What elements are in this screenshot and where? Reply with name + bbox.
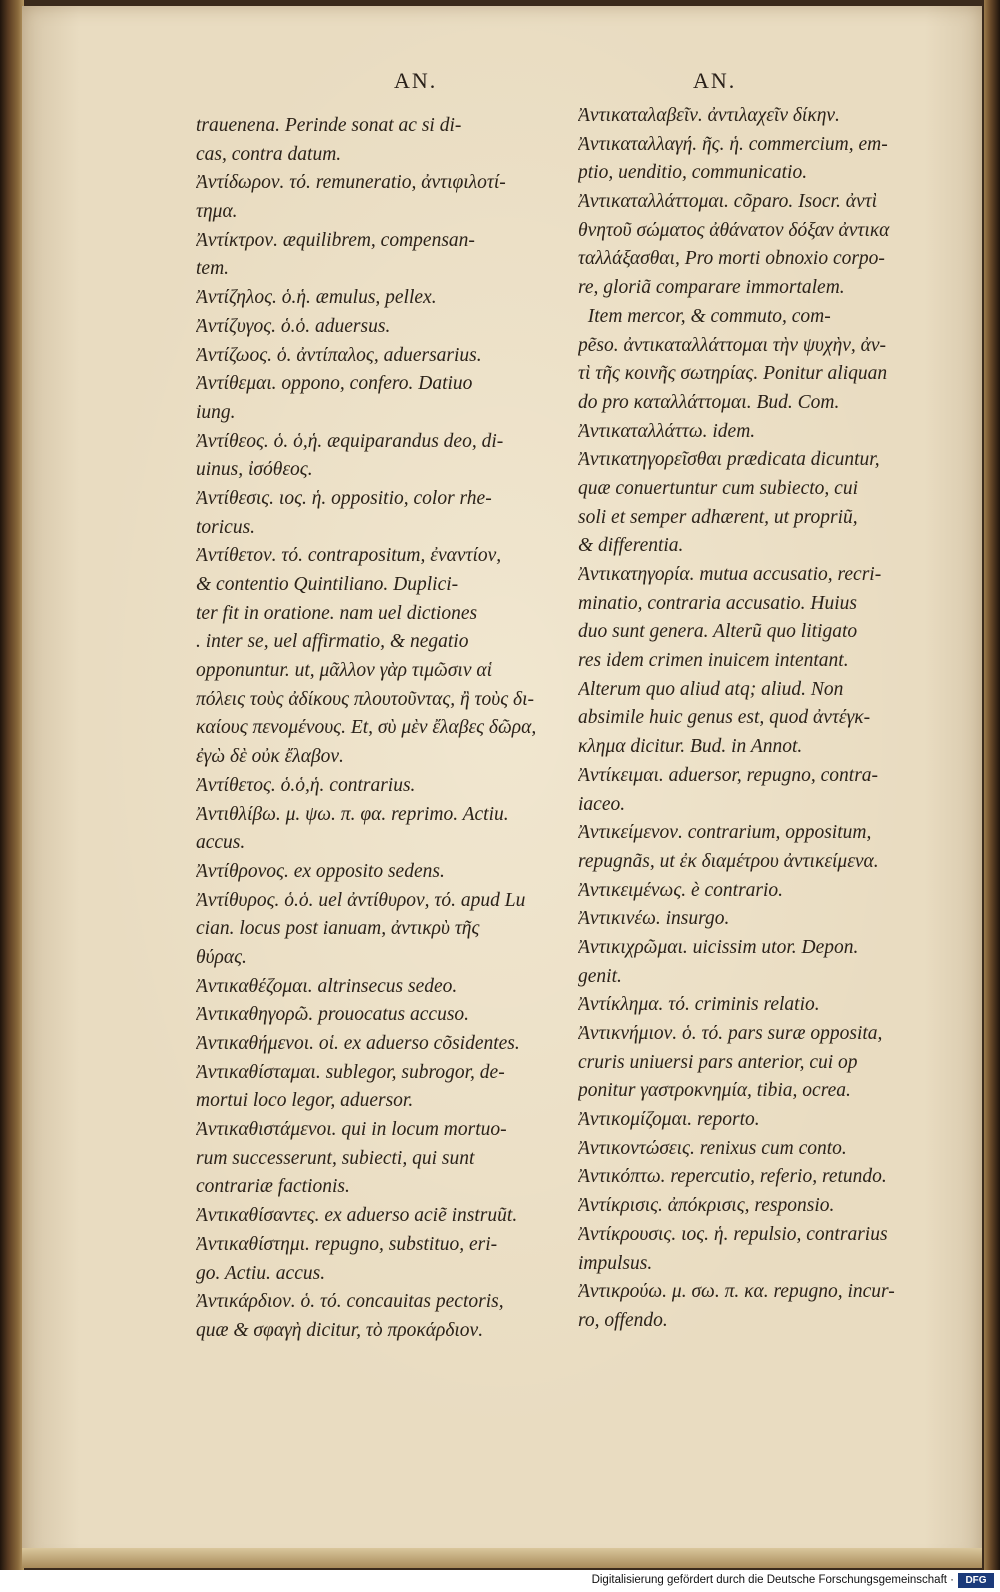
dictionary-line: cian. locus post ianuam, ἀντικρὺ τῆς bbox=[196, 918, 480, 940]
dictionary-line: trauenena. Perinde sonat ac si di- bbox=[196, 115, 462, 136]
dictionary-line: Ἀντικαθήμενοι. οἱ. ex aduerso cõsidentes. bbox=[196, 1033, 520, 1054]
dictionary-line: minatio, contraria accusatio. Huius bbox=[578, 592, 857, 614]
dictionary-line: Ἀντικαταλλάττομαι. cõparo. Isocr. ἀντὶ bbox=[578, 191, 878, 213]
dictionary-line: quæ conuertuntur cum subiecto, cui bbox=[578, 477, 858, 499]
dictionary-line: Ἀντικνήμιον. ὁ. τό. pars suræ opposita, bbox=[578, 1023, 883, 1044]
dictionary-line: & contentio Quintiliano. Duplici- bbox=[196, 574, 459, 595]
dictionary-line: Ἀντίθετος. ὁ.ὁ,ἡ. contrarius. bbox=[196, 774, 416, 796]
dictionary-line: Ἀντίκτρον. æquilibrem, compensan- bbox=[196, 229, 475, 251]
dictionary-line: go. Actiu. accus. bbox=[196, 1262, 326, 1284]
dictionary-line: Ἀντικαθιστάμενοι. qui in locum mortuo- bbox=[196, 1119, 507, 1141]
dictionary-line: Ἀντίκρισις. ἀπόκρισις, responsio. bbox=[578, 1195, 835, 1217]
dictionary-line: cas, contra datum. bbox=[196, 143, 342, 165]
dictionary-line: genit. bbox=[578, 965, 622, 987]
dictionary-line: Ἀντικαθηγορῶ. prouocatus accuso. bbox=[196, 1004, 470, 1026]
left-column-header: AN. bbox=[394, 68, 438, 93]
dictionary-line: ἐγὼ δὲ οὐκ ἔλαβον. bbox=[196, 746, 344, 768]
dictionary-line: Ἀντίθεος. ὁ. ὁ,ἡ. æquiparandus deo, di- bbox=[196, 430, 504, 452]
dictionary-line: ptio, uenditio, communicatio. bbox=[578, 162, 808, 184]
dictionary-line: cruris uniuersi pars anterior, cui op bbox=[578, 1051, 858, 1073]
dictionary-line: quæ & σφαγὴ dicitur, τὸ προκάρδιον. bbox=[196, 1319, 484, 1341]
dictionary-line: & differentia. bbox=[578, 535, 684, 557]
dictionary-line: Ἀντικρούω. μ. σω. π. κα. repugno, incur- bbox=[578, 1281, 895, 1303]
dictionary-line: τὶ τῆς κοινῆς σωτηρίας. Ponitur aliquan bbox=[578, 363, 888, 385]
left-column-text bbox=[196, 112, 576, 1362]
dictionary-line: Ἀντιθλίβω. μ. ψω. π. φα. reprimo. Actiu. bbox=[196, 803, 509, 825]
dictionary-line: Ἀντικαταλλάττω. idem. bbox=[578, 420, 756, 442]
dictionary-line: iung. bbox=[196, 401, 236, 423]
dictionary-line: Ἀντίζηλος. ὁ.ἡ. æmulus, pellex. bbox=[196, 287, 437, 309]
dictionary-line: iaceo. bbox=[578, 793, 626, 815]
dictionary-line: Ἀντίκειμαι. aduersor, repugno, contra- bbox=[578, 764, 879, 786]
dictionary-line: repugnãs, ut ἐκ διαμέτρου ἀντικείμενα. bbox=[578, 850, 879, 872]
dictionary-line: mortui loco legor, aduersor. bbox=[196, 1090, 414, 1112]
dictionary-line: Ἀντικαταλαβεῖν. ἀντιλαχεῖν δίκην. bbox=[578, 105, 840, 126]
right-column-text bbox=[578, 102, 950, 1362]
dictionary-line: Ἀντικαθίσαντες. ex aduerso aciẽ instruũt. bbox=[196, 1205, 518, 1227]
page-edge bbox=[22, 1548, 982, 1568]
book-binding-left bbox=[0, 0, 24, 1570]
dictionary-line: toricus. bbox=[196, 516, 256, 538]
dictionary-line: Ἀντικατηγορεῖσθαι prædicata dicuntur, bbox=[578, 449, 880, 471]
dictionary-line: Ἀντίζυγος. ὁ.ὁ. aduersus. bbox=[196, 315, 391, 337]
book-binding-right bbox=[984, 0, 1000, 1570]
dictionary-line: Ἀντίδωρον. τό. remuneratio, ἀντιφιλοτί- bbox=[196, 172, 506, 194]
dictionary-line: Ἀντίκρουσις. ιος. ἡ. repulsio, contrarius bbox=[578, 1223, 888, 1245]
dictionary-line: ter fit in oratione. nam uel dictiones bbox=[196, 602, 478, 624]
dictionary-line: Ἀντικοντώσεις. renixus cum conto. bbox=[578, 1137, 847, 1159]
dictionary-line: absimile huic genus est, quod ἀντέγκ- bbox=[578, 707, 871, 729]
dictionary-line: Ἀντίζωος. ὁ. ἀντίπαλος, aduersarius. bbox=[196, 344, 482, 366]
dictionary-line: Ἀντικόπτω. repercutio, referio, retundo. bbox=[578, 1166, 887, 1188]
dictionary-line: Ἀντικαθίσταμαι. sublegor, subrogor, de- bbox=[196, 1061, 505, 1083]
dictionary-line: Ἀντικαθίστημι. repugno, substituo, eri- bbox=[196, 1233, 498, 1255]
dictionary-line: Item mercor, & commuto, com- bbox=[578, 305, 831, 327]
dictionary-line: Ἀντικινέω. insurgo. bbox=[578, 908, 730, 930]
dictionary-line: ro, offendo. bbox=[578, 1309, 668, 1331]
dictionary-line: res idem crimen inuicem intentant. bbox=[578, 650, 849, 672]
dictionary-line: Ἀντικειμένως. è contrario. bbox=[578, 879, 784, 901]
dictionary-line: . inter se, uel affirmatio, & negatio bbox=[196, 631, 469, 653]
dictionary-line: pẽso. ἀντικαταλλάττομαι τὴν ψυχὴν, ἀν- bbox=[578, 334, 887, 356]
dictionary-line: Ἀντικατηγορία. mutua accusatio, recri- bbox=[578, 564, 882, 585]
dictionary-line: Ἀντικομίζομαι. reporto. bbox=[578, 1109, 760, 1131]
dictionary-line: Ἀντικαθέζομαι. altrinsecus sedeo. bbox=[196, 975, 458, 997]
dictionary-line: τημα. bbox=[196, 201, 238, 223]
dfg-logo-icon: DFG bbox=[958, 1573, 994, 1588]
dictionary-line: soli et semper adhærent, ut propriũ, bbox=[578, 506, 858, 528]
dictionary-line: κλημα dicitur. Bud. in Annot. bbox=[578, 736, 803, 758]
dictionary-line: tem. bbox=[196, 258, 230, 280]
dictionary-line: duo sunt genera. Alterũ quo litigato bbox=[578, 621, 858, 643]
dictionary-line: Ἀντικάρδιον. ὁ. τό. concauitas pectoris, bbox=[196, 1291, 504, 1313]
dictionary-line: πόλεις τοὺς ἀδίκους πλουτοῦντας, ἢ τοὺς δι- bbox=[196, 688, 535, 710]
dictionary-line: Alterum quo aliud atq; aliud. Non bbox=[578, 678, 844, 700]
dictionary-line: Ἀντίθετον. τό. contrapositum, ἐναντίον, bbox=[196, 545, 502, 567]
dictionary-line: καίους πενομένους. Et, σὺ μὲν ἔλαβες δῶρα, bbox=[196, 717, 537, 739]
dictionary-line: Ἀντικιχρῶμαι. uicissim utor. Depon. bbox=[578, 936, 859, 958]
dictionary-line: Ἀντίθεμαι. oppono, confero. Datiuo bbox=[196, 373, 473, 395]
dictionary-line: Ἀντίκλημα. τό. criminis relatio. bbox=[578, 994, 820, 1016]
dictionary-line: rum successerunt, subiecti, qui sunt bbox=[196, 1147, 475, 1169]
dictionary-line: ταλλάξασθαι, Pro morti obnoxio corpo- bbox=[578, 248, 885, 270]
dictionary-line: Ἀντίθρονος. ex opposito sedens. bbox=[196, 860, 445, 882]
dictionary-line: Ἀντικαταλλαγή. ῆς. ἡ. commercium, em- bbox=[578, 133, 888, 155]
dictionary-line: ponitur γαστροκνημία, tibia, ocrea. bbox=[578, 1080, 851, 1102]
digitization-credit: Digitalisierung gefördert durch die Deutsche Forschungsgemeinschaft · bbox=[591, 1574, 954, 1586]
right-column-header: AN. bbox=[693, 68, 737, 93]
dictionary-line: Ἀντίθυρος. ὁ.ὁ. uel ἀντίθυρον, τό. apud Lu bbox=[196, 889, 526, 911]
dictionary-line: Ἀντίθεσις. ιος. ἡ. oppositio, color rhe- bbox=[196, 487, 492, 509]
dictionary-line: opponuntur. ut, μᾶλλον γὰρ τιμῶσιν αἱ bbox=[196, 660, 493, 682]
dictionary-line: θύρας. bbox=[196, 946, 247, 968]
dictionary-line: re, gloriã comparare immortalem. bbox=[578, 277, 845, 299]
dictionary-line: impulsus. bbox=[578, 1252, 653, 1274]
dictionary-line: Ἀντικείμενον. contrarium, oppositum, bbox=[578, 822, 872, 844]
dictionary-line: θνητοῦ σώματος ἀθάνατον δόξαν ἀντικα bbox=[578, 219, 890, 241]
dictionary-line: uinus, ἰσόθεος. bbox=[196, 459, 313, 481]
dictionary-line: accus. bbox=[196, 832, 246, 854]
dictionary-line: do pro καταλλάττομαι. Bud. Com. bbox=[578, 391, 840, 413]
footer-bar bbox=[0, 1570, 1000, 1592]
dictionary-line: contrariæ factionis. bbox=[196, 1176, 350, 1198]
